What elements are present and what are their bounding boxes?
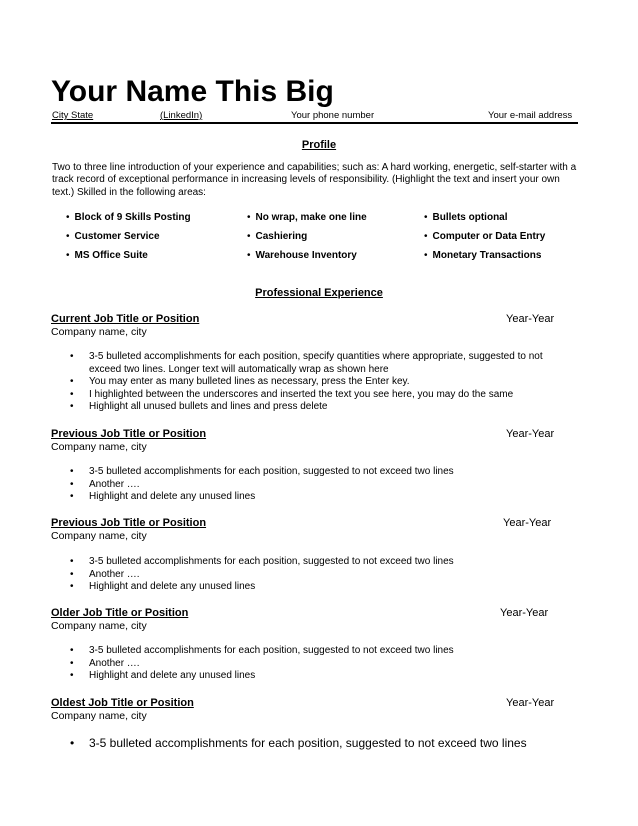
- bullet-item: • 3-5 bulleted accomplishments for each position, specify quantities where appropriate, suggested to not exceed two lines. Longer text will automatically wrap as shown here: [70, 351, 568, 376]
- bullet-item: • Highlight and delete any unused lines: [70, 670, 454, 683]
- bullet-item: • Another ….: [70, 569, 454, 582]
- job-years: Year-Year: [500, 607, 549, 619]
- profile-heading: Profile: [301, 139, 337, 151]
- job-company: Company name, city: [51, 710, 147, 722]
- job-bullets: [70, 736, 527, 750]
- skill-item: • Warehouse Inventory: [247, 249, 357, 263]
- bullet-item: • 3-5 bulleted accomplishments for each position, suggested to not exceed two lines: [70, 466, 454, 479]
- job-title: Older Job Title or Position: [51, 607, 189, 619]
- skill-item: • No wrap, make one line: [247, 211, 367, 225]
- skill-item: • Cashiering: [247, 230, 307, 244]
- skill-item: • MS Office Suite: [66, 249, 148, 263]
- job-title: Oldest Job Title or Position: [51, 697, 194, 709]
- skill-item: • Bullets optional: [424, 211, 508, 225]
- contact-phone: Your phone number: [291, 110, 375, 121]
- job-title: Previous Job Title or Position: [51, 428, 207, 440]
- skill-item: • Computer or Data Entry: [424, 230, 545, 244]
- skill-item: • Monetary Transactions: [424, 249, 541, 263]
- bullet-item: • You may enter as many bulleted lines as necessary, press the Enter key.: [70, 376, 568, 389]
- bullet-item: • 3-5 bulleted accomplishments for each position, suggested to not exceed two lines: [70, 736, 527, 750]
- job-bullets: [70, 556, 454, 594]
- skill-item: • Block of 9 Skills Posting: [66, 211, 191, 225]
- contact-email: Your e-mail address: [488, 110, 573, 121]
- job-years: Year-Year: [506, 428, 555, 440]
- job-bullets: [70, 351, 568, 414]
- experience-heading: Professional Experience: [255, 287, 383, 299]
- contact-linkedin: (LinkedIn): [160, 110, 203, 121]
- job-title: Current Job Title or Position: [51, 313, 200, 325]
- job-company: Company name, city: [51, 620, 147, 632]
- bullet-item: • Highlight all unused bullets and lines and press delete: [70, 401, 568, 414]
- skill-item: • Customer Service: [66, 230, 160, 244]
- job-years: Year-Year: [506, 313, 555, 325]
- header-rule: [51, 122, 578, 124]
- candidate-name: Your Name This Big: [51, 75, 334, 108]
- bullet-item: • Highlight and delete any unused lines: [70, 581, 454, 594]
- job-title: Previous Job Title or Position: [51, 517, 207, 529]
- job-company: Company name, city: [51, 530, 147, 542]
- profile-intro: Two to three line introduction of your experience and capabilities; such as: A hard working, energetic, self-starter with a track record of exceptional performance in increasing levels of responsibility. (Highlight the text and insert your own text.) Skilled in the following areas:: [52, 162, 577, 198]
- contact-city-state: City State: [52, 110, 94, 121]
- bullet-item: • Highlight and delete any unused lines: [70, 491, 454, 504]
- job-years: Year-Year: [506, 697, 555, 709]
- bullet-item: • Another ….: [70, 658, 454, 671]
- job-years: Year-Year: [503, 517, 552, 529]
- job-bullets: [70, 466, 454, 504]
- bullet-item: • 3-5 bulleted accomplishments for each position, suggested to not exceed two lines: [70, 645, 454, 658]
- job-bullets: [70, 645, 454, 683]
- job-company: Company name, city: [51, 441, 147, 453]
- bullet-item: • 3-5 bulleted accomplishments for each position, suggested to not exceed two lines: [70, 556, 454, 569]
- bullet-item: • Another ….: [70, 479, 454, 492]
- job-company: Company name, city: [51, 326, 147, 338]
- bullet-item: • I highlighted between the underscores and inserted the text you see here, you may do the same: [70, 389, 568, 402]
